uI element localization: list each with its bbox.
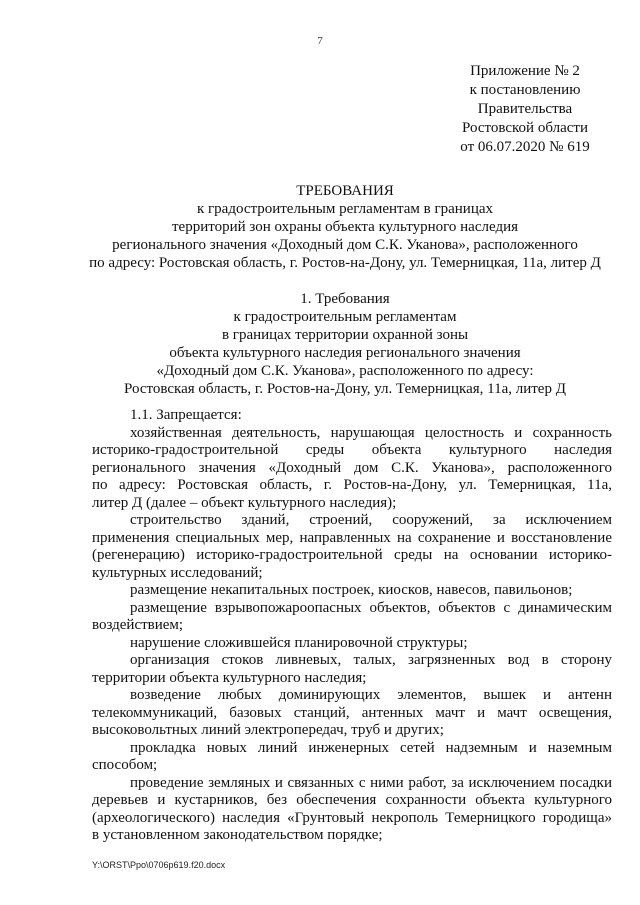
- body-line: способом;: [92, 757, 158, 773]
- body-line: нарушение сложившейся планировочной структуры;: [130, 634, 468, 651]
- body-line: территории объекта культурного наследия;: [92, 669, 367, 686]
- body-line: телекоммуникаций, базовых станций, антенных мачт и мачт освещения,: [92, 704, 612, 721]
- body-line: применения специальных мер, направленных на сохранение и восстановление: [92, 529, 612, 546]
- body-line: в установленном законодательством порядке;: [92, 827, 383, 843]
- body-line: строительство зданий, строений, сооружений, за исключением: [130, 512, 612, 528]
- appendix-line: от 06.07.2020 № 619: [460, 139, 590, 155]
- section-heading-line: объекта культурного наследия регионального значения: [169, 345, 521, 361]
- body-line: регионального значения «Доходный дом С.К. Уканова», расположенного: [92, 459, 612, 476]
- appendix-line: Правительства: [477, 101, 573, 117]
- title-line: территорий зон охраны объекта культурного наследия: [172, 219, 518, 235]
- title-line: по адресу: Ростовская область, г. Ростов-на-Дону, ул. Темерницкая, 11а, литер Д: [89, 255, 601, 271]
- title-line: регионального значения «Доходный дом С.К. Уканова», расположенного: [112, 237, 578, 253]
- section-heading-line: Ростовская область, г. Ростов-на-Дону, ул. Темерницкая, 11а, литер Д: [124, 381, 566, 397]
- body-line: деревьев и кустарников, без обеспечения сохранности объекта культурного: [92, 792, 612, 808]
- body-line: (археологического) наследия «Грунтовый некрополь Темерницкого городища»: [92, 809, 612, 826]
- section-heading: [70, 290, 620, 398]
- body-line: хозяйственная деятельность, нарушающая целостность и сохранность: [130, 424, 612, 441]
- appendix-line: Приложение № 2: [470, 63, 580, 79]
- file-path-footer: Y:\ORST\Ppo\0706p619.f20.docx: [92, 860, 226, 870]
- body-line: размещение взрывопожароопасных объектов, объектов с динамическим: [130, 599, 612, 616]
- body-line: по адресу: Ростовская область, г. Ростов-на-Дону, ул. Темерницкая, 11а,: [92, 477, 612, 493]
- section-heading-line: к градостроительным регламентам: [233, 309, 457, 325]
- body-line: историко-градостроительной среды объекта культурного наследия: [92, 442, 612, 458]
- title-line: ТРЕБОВАНИЯ: [296, 183, 394, 199]
- body-line: проведение земляных и связанных с ними работ, за исключением посадки: [130, 774, 612, 791]
- body-line: воздействием;: [92, 617, 184, 633]
- body-line: размещение некапитальных построек, киосков, навесов, павильонов;: [130, 582, 573, 598]
- title-line: к градостроительным регламентам в границах: [196, 201, 494, 217]
- appendix-line: Ростовской области: [462, 120, 588, 136]
- page-number: 7: [317, 35, 323, 47]
- body-line: (регенерацию) историко-градостроительной среды на основании историко-: [92, 547, 612, 563]
- body-text: [92, 407, 612, 845]
- body-line: прокладка новых линий инженерных сетей надземным и наземным: [130, 739, 612, 756]
- body-line: возведение любых доминирующих элементов, вышек и антенн: [130, 687, 612, 703]
- body-line: высоковольтных линий электропередач, труб и других;: [92, 722, 444, 738]
- body-line: организация стоков ливневых, талых, загрязненных вод в сторону: [130, 652, 612, 668]
- body-line: 1.1. Запрещается:: [130, 407, 242, 423]
- appendix-line: к постановлению: [469, 82, 581, 98]
- section-heading-line: в границах территории охранной зоны: [221, 327, 469, 343]
- document-title: [70, 182, 620, 272]
- section-heading-line: 1. Требования: [300, 291, 390, 307]
- appendix-header: [430, 62, 620, 157]
- body-line: культурных исследований;: [92, 564, 263, 581]
- body-line: литер Д (далее – объект культурного наследия);: [92, 494, 397, 511]
- section-heading-line: «Доходный дом С.К. Уканова», расположенного по адресу:: [156, 363, 534, 379]
